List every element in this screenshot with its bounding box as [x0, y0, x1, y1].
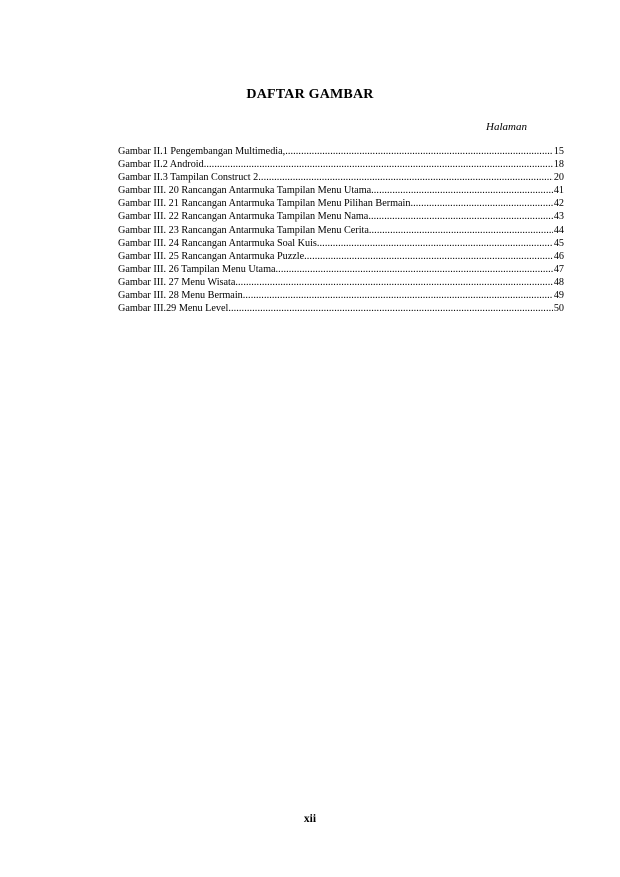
figure-entry[interactable]	[118, 145, 564, 158]
figure-entry-label: Gambar III. 26 Tampilan Menu Utama	[118, 263, 276, 275]
figure-entry-label: Gambar III. 28 Menu Bermain	[118, 290, 243, 302]
dot-leader	[204, 158, 553, 171]
figure-entry[interactable]	[118, 184, 564, 197]
page-number: xii	[303, 813, 317, 825]
dot-leader	[304, 250, 553, 263]
figure-entry[interactable]	[118, 289, 564, 302]
figure-entry-label: Gambar III. 22 Rancangan Antarmuka Tampilan Menu Nama	[118, 211, 369, 223]
dot-leader	[258, 171, 553, 184]
dot-leader	[243, 289, 553, 302]
page-title: DAFTAR GAMBAR	[246, 87, 374, 102]
figure-entry-label: Gambar III. 27 Menu Wisata	[118, 276, 236, 288]
figure-entry-page: 15	[553, 146, 564, 157]
figure-entry[interactable]	[118, 224, 564, 237]
dot-leader	[228, 302, 552, 315]
figure-entry-label: Gambar III. 24 Rancangan Antarmuka Soal Kuis	[118, 237, 317, 249]
figure-entry-label: Gambar III. 23 Rancangan Antarmuka Tampilan Menu Cerita	[118, 224, 369, 236]
figure-entry[interactable]	[118, 197, 564, 210]
figure-entry-label: Gambar III.29 Menu Level	[118, 303, 229, 315]
page-column-label: Halaman	[486, 121, 527, 133]
figure-entry[interactable]	[118, 250, 564, 263]
figure-entry[interactable]	[118, 302, 564, 315]
dot-leader	[410, 197, 552, 210]
dot-leader	[235, 276, 552, 289]
dot-leader	[369, 224, 553, 237]
figure-entry[interactable]	[118, 210, 564, 223]
dot-leader	[371, 184, 553, 197]
figure-entry[interactable]	[118, 158, 564, 171]
figure-entry-page: 41	[553, 185, 564, 197]
dot-leader	[368, 210, 553, 223]
figure-entry-label: Gambar III. 20 Rancangan Antarmuka Tampilan Menu Utama	[118, 185, 372, 197]
figure-entry-page: 48	[553, 276, 564, 288]
figure-entry-page: 46	[553, 250, 564, 262]
figure-entry-page: 43	[553, 211, 564, 223]
figure-entry-page: 18	[553, 159, 564, 171]
dot-leader	[317, 237, 553, 250]
figure-entry[interactable]	[118, 237, 564, 250]
figure-entry-page: 50	[553, 303, 564, 315]
figure-entry[interactable]	[118, 276, 564, 289]
figure-entry-label: Gambar III. 21 Rancangan Antarmuka Tampilan Menu Pilihan Bermain	[118, 198, 411, 210]
dot-leader	[285, 145, 553, 158]
figure-entry-page: 47	[553, 263, 564, 275]
figure-entry-page: 20	[553, 172, 564, 184]
dot-leader	[276, 263, 553, 276]
figure-entry-label: Gambar II.1 Pengembangan Multimedia,	[118, 146, 286, 157]
figure-entry[interactable]	[118, 263, 564, 276]
figure-entry-label: Gambar II.3 Tampilan Construct 2	[118, 172, 259, 184]
figure-list	[118, 145, 564, 315]
figure-entry-label: Gambar II.2 Android	[118, 159, 204, 171]
figure-entry-page: 42	[553, 198, 564, 210]
figure-entry-label: Gambar III. 25 Rancangan Antarmuka Puzzle	[118, 250, 305, 262]
figure-entry-page: 49	[553, 290, 564, 302]
figure-entry-page: 44	[553, 224, 564, 236]
figure-entry[interactable]	[118, 171, 564, 184]
figure-entry-page: 45	[553, 237, 564, 249]
